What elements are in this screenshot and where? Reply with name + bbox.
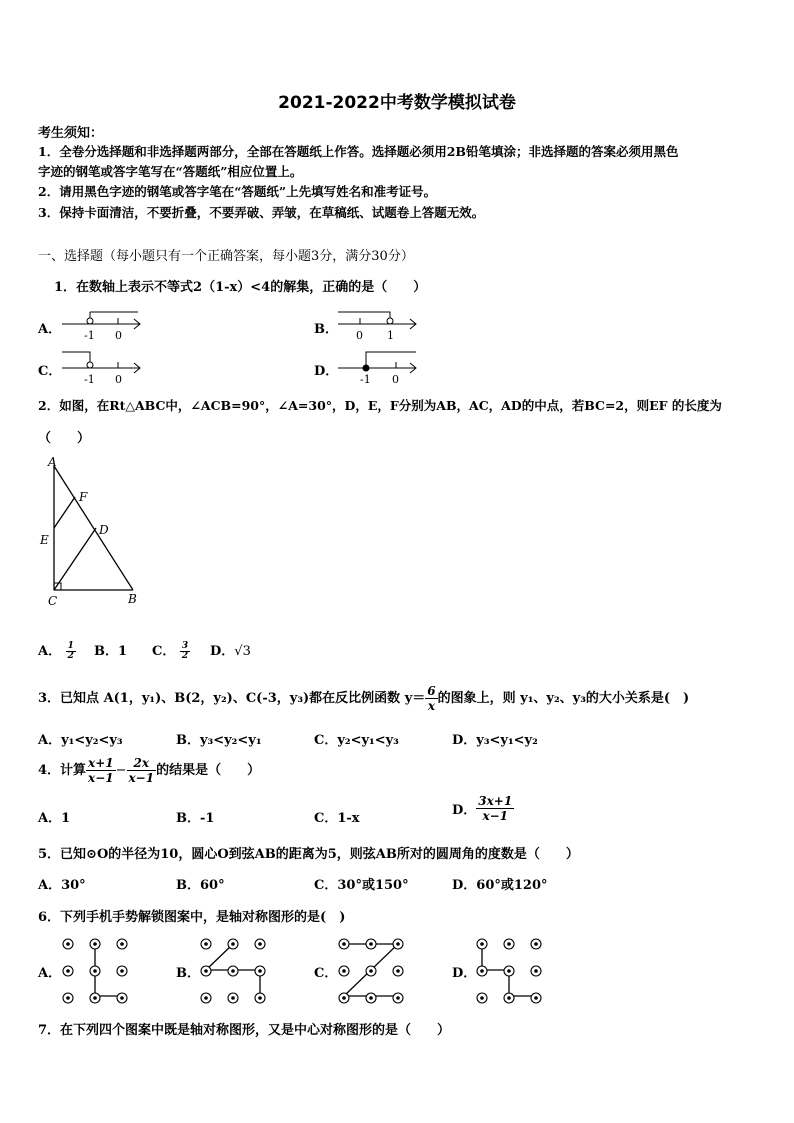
unlock-dot-center <box>396 969 400 973</box>
unlock-dot-center <box>93 996 97 1000</box>
q4-stem <box>38 756 260 785</box>
unlock-dot-center <box>507 996 511 1000</box>
unlock-dot-center <box>231 942 235 946</box>
q4-stem-pre: 4．计算 <box>38 763 87 778</box>
section-heading: 一、选择题（每小题只有一个正确答案，每小题3分，满分30分） <box>38 249 414 264</box>
option-label: D． <box>210 644 235 659</box>
option-label: A． <box>38 644 62 659</box>
option-label: D． <box>452 803 477 818</box>
q3-stem-pre: 3．已知点 A(1，y₁)、B(2，y₂)、C(-3，y₃)都在反比例函数 y＝ <box>38 691 426 706</box>
tick-label: -1 <box>84 373 95 386</box>
q6-option-d-label: D． <box>452 966 477 981</box>
unlock-dot-center <box>258 969 262 973</box>
unlock-dot-center <box>120 942 124 946</box>
point-label-b: B <box>128 592 137 606</box>
point-label-c: C <box>48 594 58 608</box>
q7-stem: 7．在下列四个图案中既是轴对称图形，又是中心对称图形的是（ ） <box>38 1023 451 1038</box>
unlock-dot-center <box>480 996 484 1000</box>
tick-label: 1 <box>387 329 394 342</box>
unlock-dot-center <box>258 996 262 1000</box>
q1-option-d-label: D． <box>314 364 339 379</box>
unlock-dot-center <box>480 942 484 946</box>
unlock-dot-center <box>342 969 346 973</box>
q2-triangle-figure <box>36 452 150 610</box>
q6-option-d-pattern <box>474 936 546 1004</box>
q3-option-a: A．y₁<y₂<y₃ <box>38 733 123 748</box>
dot-grid <box>201 939 265 1003</box>
unlock-dot-center <box>204 969 208 973</box>
notice-line-3: 3．保持卡面清洁，不要折叠，不要弄破、弄皱，在草稿纸、试题卷上答题无效。 <box>38 205 485 220</box>
q4-option-b: B．-1 <box>176 811 215 826</box>
q1-option-b-label: B． <box>314 322 338 337</box>
unlock-dot-center <box>66 996 70 1000</box>
q6-option-c-label: C． <box>314 966 338 981</box>
fraction-six-over-x: $\frac{6}{x}$ <box>427 684 436 713</box>
unlock-dot-center <box>231 996 235 1000</box>
dot-grid <box>477 939 541 1003</box>
tick-label: -1 <box>84 329 95 342</box>
tick-label: 0 <box>115 373 122 386</box>
minus-sign: − <box>115 763 127 778</box>
q1-option-d-numberline <box>334 348 420 386</box>
tick-label: 0 <box>392 373 399 386</box>
q5-option-d: D．60°或120° <box>452 878 548 893</box>
notice-heading: 考生须知： <box>38 126 104 141</box>
q2-paren: （ ） <box>38 431 91 446</box>
q6-option-a-label: A． <box>38 966 62 981</box>
notice-line-1: 1．全卷分选择题和非选择题两部分，全部在答题纸上作答。选择题必须用2B铅笔填涂；非选择题的答案必须用黑色 <box>38 144 679 159</box>
unlock-dot-center <box>66 942 70 946</box>
unlock-dot-center <box>66 969 70 973</box>
q1-option-b-numberline <box>334 308 420 344</box>
q2-stem: 2．如图，在Rt△ABC中，∠ACB=90°，∠A=30°，D，E，F分别为AB，AC，AD的中点，若BC=2，则EF 的长度为 <box>38 398 722 413</box>
unlock-dot-center <box>258 942 262 946</box>
q5-option-b: B．60° <box>176 878 225 893</box>
q5-option-a: A．30° <box>38 878 86 893</box>
fraction-three-halves: $\frac{3}{2}$ <box>181 641 189 661</box>
q6-option-c-pattern <box>336 936 408 1004</box>
q1-option-a-numberline <box>58 308 144 344</box>
fraction-2x: $\frac{2x}{x-1}$ <box>128 756 155 785</box>
fraction-x-plus-1: $\frac{x+1}{x-1}$ <box>88 756 114 785</box>
unlock-dot-center <box>204 996 208 1000</box>
unlock-dot-center <box>120 996 124 1000</box>
point-label-e: E <box>40 533 49 547</box>
unlock-dot-center <box>120 969 124 973</box>
q3-stem <box>38 684 689 713</box>
q2-option-d <box>210 640 251 659</box>
q3-option-d: D．y₃<y₁<y₂ <box>452 733 538 748</box>
q1-option-a-label: A． <box>38 322 62 337</box>
sqrt-three: √3 <box>234 644 251 659</box>
q6-stem: 6．下列手机手势解锁图案中，是轴对称图形的是( ) <box>38 910 346 925</box>
fraction-one-half: $\frac{1}{2}$ <box>67 641 74 661</box>
q4-option-c: C．1-x <box>314 811 360 826</box>
q6-option-b-pattern <box>198 936 270 1004</box>
dot-grid <box>63 939 127 1003</box>
q6-option-a-pattern <box>60 936 132 1004</box>
unlock-dot-center <box>204 942 208 946</box>
fraction-3x-plus-1: $\frac{3x+1}{x-1}$ <box>478 794 513 823</box>
q2-option-b: B．1 <box>94 644 128 659</box>
q1-option-c-label: C． <box>38 364 62 379</box>
q2-option-c <box>152 640 190 661</box>
notice-line-1b: 字迹的钢笔或答字笔写在“答题纸”相应位置上。 <box>38 164 303 179</box>
q1-option-c-numberline <box>58 348 144 386</box>
tick-label: 0 <box>115 329 122 342</box>
q5-option-c: C．30°或150° <box>314 878 409 893</box>
unlock-dot-center <box>342 996 346 1000</box>
unlock-dot-center <box>396 996 400 1000</box>
option-label: C． <box>152 644 176 659</box>
unlock-dot-center <box>369 942 373 946</box>
q3-option-c: C．y₂<y₁<y₃ <box>314 733 399 748</box>
unlock-dot-center <box>369 996 373 1000</box>
q4-stem-post: 的结果是（ ） <box>156 763 261 778</box>
q5-stem: 5．已知⊙O的半径为10，圆心O到弦AB的距离为5，则弦AB所对的圆周角的度数是（ ） <box>38 847 579 862</box>
tick-label: 0 <box>356 329 363 342</box>
unlock-dot-center <box>369 969 373 973</box>
unlock-dot-center <box>396 942 400 946</box>
q4-option-d <box>452 794 514 823</box>
unlock-dot-center <box>507 942 511 946</box>
q1-stem: 1．在数轴上表示不等式2（1-x）<4的解集，正确的是（ ） <box>54 280 427 295</box>
q6-option-b-label: B． <box>176 966 200 981</box>
point-label-f: F <box>79 490 88 504</box>
q3-stem-post: 的图象上，则 y₁、y₂、y₃的大小关系是( ) <box>437 691 690 706</box>
point-label-d: D <box>99 523 109 537</box>
point-label-a: A <box>48 455 57 469</box>
unlock-dot-center <box>93 969 97 973</box>
q4-option-a: A．1 <box>38 811 71 826</box>
unlock-dot-center <box>93 942 97 946</box>
unlock-dot-center <box>480 969 484 973</box>
q2-option-a <box>38 640 76 661</box>
q3-option-b: B．y₃<y₂<y₁ <box>176 733 262 748</box>
unlock-dot-center <box>534 969 538 973</box>
unlock-dot-center <box>342 942 346 946</box>
tick-label: -1 <box>360 373 371 386</box>
unlock-dot-center <box>231 969 235 973</box>
notice-line-2: 2．请用黑色字迹的钢笔或答字笔在“答题纸”上先填写姓名和准考证号。 <box>38 184 437 199</box>
page-title: 2021-2022中考数学模拟试卷 <box>278 93 516 113</box>
unlock-dot-center <box>534 996 538 1000</box>
unlock-dot-center <box>534 942 538 946</box>
unlock-dot-center <box>507 969 511 973</box>
